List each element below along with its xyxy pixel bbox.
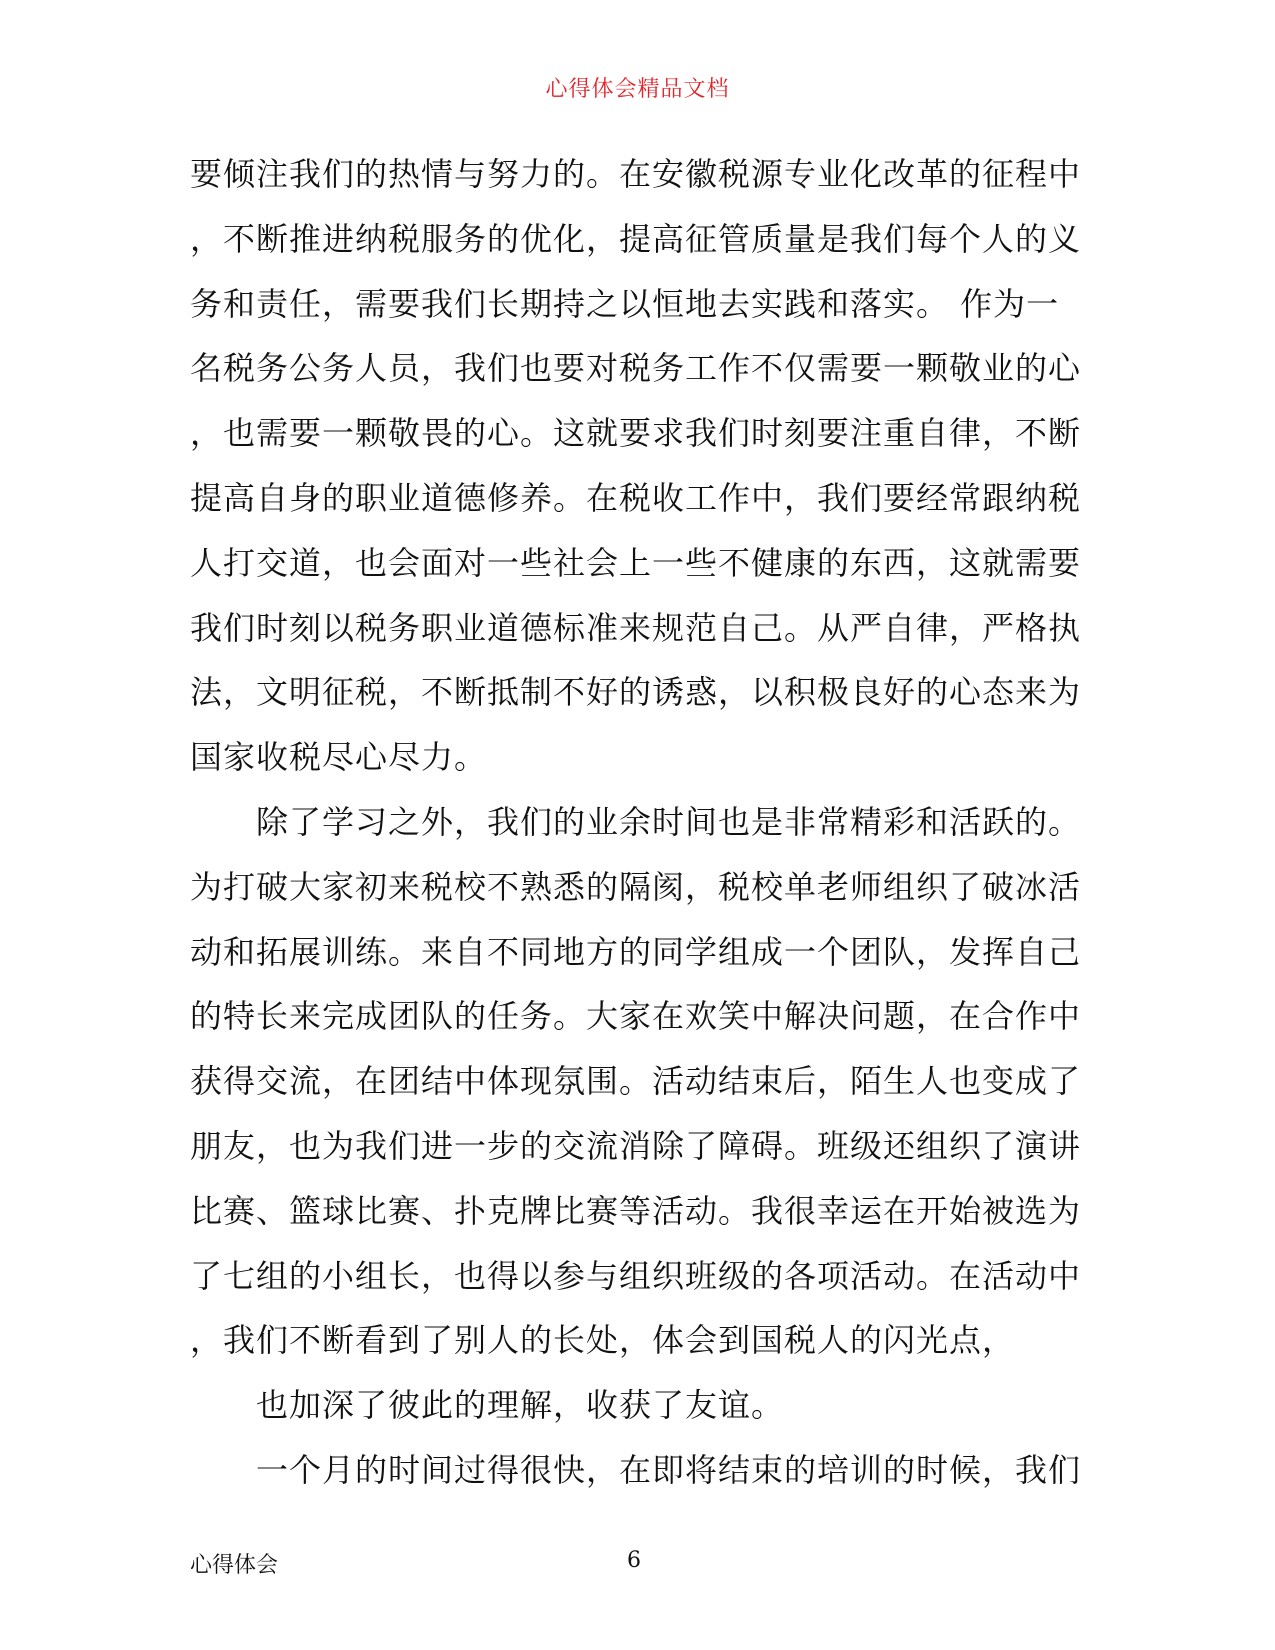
text-line: 名税务公务人员，我们也要对税务工作不仅需要一颗敬业的心 — [190, 349, 1082, 388]
text-line: ，我们不断看到了别人的长处，体会到国税人的闪光点， — [190, 1321, 1016, 1360]
text-line: 国家收税尽心尽力。 — [190, 738, 488, 777]
text-line: 了七组的小组长，也得以参与组织班级的各项活动。在活动中 — [190, 1256, 1082, 1295]
text-line: 比赛、篮球比赛、扑克牌比赛等活动。我很幸运在开始被选为 — [190, 1191, 1082, 1230]
text-line: 获得交流，在团结中体现氛围。活动结束后，陌生人也变成了 — [190, 1062, 1082, 1101]
page-number: 6 — [627, 1548, 641, 1573]
text-line: 要倾注我们的热情与努力的。在安徽税源专业化改革的征程中 — [190, 155, 1082, 193]
text-line: 一个月的时间过得很快，在即将结束的培训的时候，我们 — [256, 1450, 1082, 1489]
text-line: 朋友，也为我们进一步的交流消除了障碍。班级还组织了演讲 — [190, 1126, 1082, 1165]
text-line: 务和责任，需要我们长期持之以恒地去实践和落实。 作为一 — [190, 284, 1060, 323]
text-line: 我们时刻以税务职业道德标准来规范自己。从严自律，严格执 — [190, 608, 1082, 647]
text-line: 的特长来完成团队的任务。大家在欢笑中解决问题，在合作中 — [190, 997, 1082, 1036]
document-body — [190, 142, 1090, 1503]
text-line: 动和拓展训练。来自不同地方的同学组成一个团队，发挥自己 — [190, 932, 1082, 971]
text-line: 除了学习之外，我们的业余时间也是非常精彩和活跃的。 — [256, 802, 1082, 841]
footer-label: 心得体会 — [190, 1553, 279, 1578]
text-line: 法，文明征税，不断抵制不好的诱惑，以积极良好的心态来为 — [190, 673, 1082, 712]
text-line: ，也需要一颗敬畏的心。这就要求我们时刻要注重自律，不断 — [190, 414, 1082, 453]
text-line: 也加深了彼此的理解，收获了友谊。 — [256, 1386, 785, 1425]
text-line: ，不断推进纳税服务的优化，提高征管质量是我们每个人的义 — [190, 219, 1082, 258]
text-line: 人打交道，也会面对一些社会上一些不健康的东西，这就需要 — [190, 543, 1082, 582]
page-header-title: 心得体会精品文档 — [545, 77, 730, 102]
text-line: 提高自身的职业道德修养。在税收工作中，我们要经常跟纳税 — [190, 478, 1082, 517]
text-line: 为打破大家初来税校不熟悉的隔阂，税校单老师组织了破冰活 — [190, 867, 1082, 906]
